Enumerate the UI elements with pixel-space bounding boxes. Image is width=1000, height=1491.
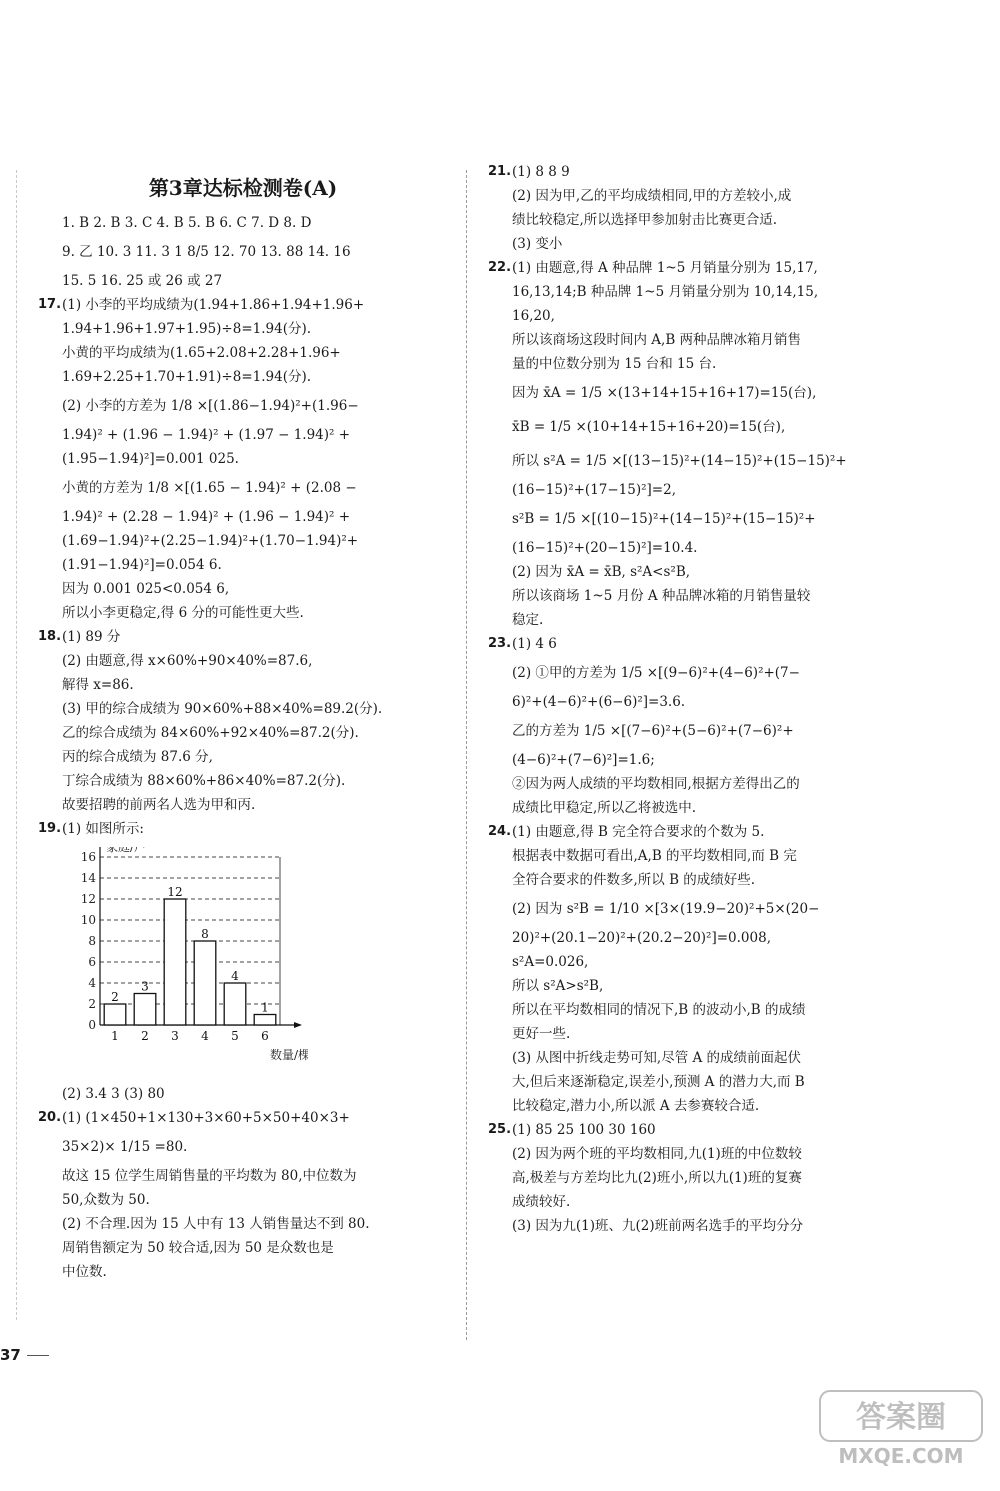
answer-text: 1.94)² + (1.96 − 1.94)² + (1.97 − 1.94)² + <box>62 427 351 443</box>
answer-text: 9. 乙 10. 3 11. 3 1 8/5 12. 70 13. 88 14. 16 <box>62 244 351 260</box>
answer-line <box>38 601 448 625</box>
answer-text: (2) 因为 s²B = 1/10 ×[3×(19.9−20)²+5×(20− <box>512 901 820 917</box>
answer-text: 20)²+(20.1−20)²+(20.2−20)²]=0.008, <box>512 930 771 946</box>
answer-text: (16−15)²+(17−15)²]=2, <box>512 482 676 498</box>
answer-text: (16−15)²+(20−15)²]=10.4. <box>512 540 698 556</box>
answer-line <box>488 690 898 714</box>
bar <box>254 1015 276 1026</box>
answer-line <box>488 536 898 560</box>
y-tick-label: 14 <box>80 871 96 885</box>
y-tick-label: 12 <box>80 892 96 906</box>
answer-text: (4−6)²+(7−6)²]=1.6; <box>512 752 655 768</box>
answer-line <box>488 892 898 926</box>
answer-text: (2) 由题意,得 x×60%+90×40%=87.6, <box>62 653 313 669</box>
answer-text: 所以该商场这段时间内 A,B 两种品牌冰箱月销售 <box>512 332 802 348</box>
watermark-text: 答案圈 <box>856 1400 946 1435</box>
answer-text: (2) 3.4 3 (3) 80 <box>62 1086 165 1102</box>
answer-text: s²B = 1/5 ×[(10−15)²+(14−15)²+(15−15)²+ <box>512 511 816 527</box>
answer-line <box>38 745 448 769</box>
answer-line <box>488 772 898 796</box>
answer-text: 丙的综合成绩为 87.6 分, <box>62 749 213 765</box>
answer-line <box>488 256 898 280</box>
answer-text: 周销售额定为 50 较合适,因为 50 是众数也是 <box>62 1240 334 1256</box>
answer-text: 比较稳定,潜力小,所以派 A 去参赛较合适. <box>512 1098 760 1114</box>
answer-line <box>488 974 898 998</box>
answer-text: 所以该商场 1~5 月份 A 种品牌冰箱的月销售量较 <box>512 588 811 604</box>
watermark-url: MXQE.COM <box>838 1444 964 1468</box>
answer-line <box>488 304 898 328</box>
answer-line <box>38 505 448 529</box>
answer-line <box>38 1236 448 1260</box>
answer-line <box>38 317 448 341</box>
bar-value-label: 4 <box>231 969 239 983</box>
answer-text: 1.94)² + (2.28 − 1.94)² + (1.96 − 1.94)² + <box>62 509 351 525</box>
answer-line <box>488 160 898 184</box>
answer-line <box>38 389 448 423</box>
answer-line <box>38 721 448 745</box>
answer-text: 成绩比甲稳定,所以乙将被选中. <box>512 800 697 816</box>
answer-line <box>38 471 448 505</box>
answer-text: 所以 s²A>s²B, <box>512 978 604 994</box>
y-tick-label: 4 <box>88 976 96 990</box>
answer-line <box>38 625 448 649</box>
bar <box>224 983 246 1025</box>
page-title: 第3章达标检测卷(A) <box>148 176 338 200</box>
answer-line <box>38 577 448 601</box>
bar-value-label: 8 <box>201 927 209 941</box>
answer-text: (3) 变小 <box>512 236 563 252</box>
answer-text: (1) 85 25 100 30 160 <box>512 1122 656 1138</box>
y-tick-label: 16 <box>80 850 96 864</box>
answer-text: 成绩较好. <box>512 1194 571 1210</box>
answer-line <box>488 796 898 820</box>
answer-text: (1) 小李的平均成绩为(1.94+1.86+1.94+1.96+ <box>62 297 365 313</box>
answer-line <box>38 1164 448 1188</box>
right-answer-lines <box>488 160 898 1238</box>
x-tick-label: 2 <box>141 1029 149 1043</box>
answer-line <box>488 184 898 208</box>
x-tick-label: 4 <box>201 1029 209 1043</box>
answer-line <box>488 478 898 502</box>
answer-text: 1. B 2. B 3. C 4. B 5. B 6. C 7. D 8. D <box>62 215 312 231</box>
answer-text: 稳定. <box>512 612 544 628</box>
answer-text: 50,众数为 50. <box>62 1192 150 1208</box>
y-tick-label: 2 <box>88 997 96 1011</box>
answer-text: 故这 15 位学生周销售量的平均数为 80,中位数为 <box>62 1168 357 1184</box>
answer-line <box>488 444 898 478</box>
answer-text: 故要招聘的前两名人选为甲和丙. <box>62 797 256 813</box>
answer-text: 所以 s²A = 1/5 ×[(13−15)²+(14−15)²+(15−15)²+ <box>512 453 847 469</box>
page-number <box>0 1346 49 1364</box>
page-edge-line <box>16 170 17 1320</box>
answer-line <box>38 793 448 817</box>
answer-line <box>488 502 898 536</box>
answer-text: 大,但后来逐渐稳定,误差小,预测 A 的潜力大,而 B <box>512 1074 805 1090</box>
answer-line <box>38 447 448 471</box>
page-number-text: 37 <box>0 1346 21 1364</box>
question-number: 18. <box>38 629 62 644</box>
column-divider <box>466 170 467 1340</box>
answer-line <box>488 656 898 690</box>
question-number: 20. <box>38 1110 62 1125</box>
x-axis-arrow <box>294 1022 302 1028</box>
bar-chart-svg <box>78 847 308 1072</box>
answer-text: (3) 因为九(1)班、九(2)班前两名选手的平均分分 <box>512 1218 804 1234</box>
answer-text: 因为 x̄A = 1/5 ×(13+14+15+16+17)=15(台), <box>512 385 817 401</box>
answer-text: 量的中位数分别为 15 台和 15 台. <box>512 356 717 372</box>
y-axis-label: 家庭/户 <box>106 847 147 854</box>
answer-text: 小黄的方差为 1/8 ×[(1.65 − 1.94)² + (2.08 − <box>62 480 357 496</box>
answer-text: (2) 小李的方差为 1/8 ×[(1.86−1.94)²+(1.96− <box>62 398 359 414</box>
answer-text: (2) 不合理.因为 15 人中有 13 人销售量达不到 80. <box>62 1216 370 1232</box>
answer-text: (1) 由题意,得 A 种品牌 1~5 月销量分别为 15,17, <box>512 260 818 276</box>
answer-text: (1) 89 分 <box>62 629 121 645</box>
answer-line <box>488 950 898 974</box>
bar <box>194 941 216 1025</box>
answer-line <box>38 365 448 389</box>
answer-line <box>488 820 898 844</box>
y-tick-label: 8 <box>88 934 96 948</box>
answer-line <box>38 553 448 577</box>
question-number: 22. <box>488 260 512 275</box>
answer-text: (1) 8 8 9 <box>512 164 570 180</box>
answer-line <box>488 1214 898 1238</box>
answer-text: 乙的方差为 1/5 ×[(7−6)²+(5−6)²+(7−6)²+ <box>512 723 794 739</box>
left-answer-lines <box>38 211 448 841</box>
bar-value-label: 12 <box>167 885 183 899</box>
answer-line <box>488 1118 898 1142</box>
answer-line <box>38 1082 448 1106</box>
answer-line <box>38 423 448 447</box>
answer-line <box>38 293 448 317</box>
answer-line <box>38 341 448 365</box>
answer-line <box>38 1260 448 1284</box>
x-tick-label: 5 <box>231 1029 239 1043</box>
answer-line <box>488 1046 898 1070</box>
answer-line <box>38 1212 448 1236</box>
answer-line <box>38 769 448 793</box>
answer-line <box>488 748 898 772</box>
bar <box>104 1004 126 1025</box>
x-tick-label: 3 <box>171 1029 179 1043</box>
answer-text: (3) 甲的综合成绩为 90×60%+88×40%=89.2(分). <box>62 701 383 717</box>
question-number: 17. <box>38 297 62 312</box>
answer-text: 因为 0.001 025<0.054 6, <box>62 581 230 597</box>
answer-line <box>488 280 898 304</box>
answer-text: ②因为两人成绩的平均数相同,根据方差得出乙的 <box>512 776 800 792</box>
answer-text: (1) (1×450+1×130+3×60+5×50+40×3+ <box>62 1110 350 1126</box>
question-number: 19. <box>38 821 62 836</box>
left-answer-lines-after-chart <box>38 1082 448 1284</box>
answer-line <box>38 1188 448 1212</box>
answer-text: 6)²+(4−6)²+(6−6)²]=3.6. <box>512 694 686 710</box>
answer-text: (2) 因为两个班的平均数相同,九(1)班的中位数较 <box>512 1146 802 1162</box>
answer-line <box>488 868 898 892</box>
answer-line <box>488 1166 898 1190</box>
answer-line <box>38 211 448 235</box>
answer-line <box>38 529 448 553</box>
answer-line <box>488 1142 898 1166</box>
answer-text: 乙的综合成绩为 84×60%+92×40%=87.2(分). <box>62 725 359 741</box>
answer-line <box>488 352 898 376</box>
watermark-svg <box>816 1385 986 1471</box>
y-tick-label: 0 <box>88 1018 96 1032</box>
left-column <box>38 160 448 1284</box>
answer-text: 16,20, <box>512 308 555 324</box>
question-number: 25. <box>488 1122 512 1137</box>
answer-text: 所以在平均数相同的情况下,B 的波动小,B 的成绩 <box>512 1002 806 1018</box>
answer-line <box>38 673 448 697</box>
bar-value-label: 3 <box>141 979 149 994</box>
bar <box>134 994 156 1026</box>
answer-line <box>488 410 898 444</box>
answer-line <box>38 817 448 841</box>
answer-text: 丁综合成绩为 88×60%+86×40%=87.2(分). <box>62 773 346 789</box>
x-tick-label: 6 <box>261 1029 269 1043</box>
answer-text: (2) 因为 x̄A = x̄B, s²A<s²B, <box>512 564 691 580</box>
answer-line <box>38 1130 448 1164</box>
answer-line <box>488 926 898 950</box>
answer-text: (1.95−1.94)²]=0.001 025. <box>62 451 239 467</box>
answer-line <box>488 328 898 352</box>
answer-text: 中位数. <box>62 1264 107 1280</box>
answer-line <box>488 632 898 656</box>
answer-line <box>488 608 898 632</box>
answer-text: 所以小李更稳定,得 6 分的可能性更大些. <box>62 605 304 621</box>
answer-text: x̄B = 1/5 ×(10+14+15+16+20)=15(台), <box>512 419 786 435</box>
answer-text: 根据表中数据可看出,A,B 的平均数相同,而 B 完 <box>512 848 797 864</box>
answer-line <box>488 208 898 232</box>
right-column <box>488 160 898 1238</box>
answer-line <box>488 1070 898 1094</box>
y-tick-label: 10 <box>80 913 96 927</box>
answer-text: (1) 如图所示: <box>62 821 144 837</box>
answer-line <box>488 232 898 256</box>
answer-text: 更好一些. <box>512 1026 571 1042</box>
answer-line <box>488 1022 898 1046</box>
answer-line <box>38 269 448 293</box>
answer-text: (1.69−1.94)²+(2.25−1.94)²+(1.70−1.94)²+ <box>62 533 359 549</box>
answer-text: (2) 因为甲,乙的平均成绩相同,甲的方差较小,成 <box>512 188 792 204</box>
answer-line <box>488 844 898 868</box>
answer-text: (1) 由题意,得 B 完全符合要求的个数为 5. <box>512 824 765 840</box>
answer-line <box>488 998 898 1022</box>
question-number: 24. <box>488 824 512 839</box>
answer-line <box>38 1106 448 1130</box>
answer-line <box>488 584 898 608</box>
answer-line <box>38 697 448 721</box>
bar <box>164 899 186 1025</box>
question-number: 21. <box>488 164 512 179</box>
answer-text: (2) ①甲的方差为 1/5 ×[(9−6)²+(4−6)²+(7− <box>512 665 800 681</box>
page-number-dash <box>27 1355 49 1356</box>
answer-text: 解得 x=86. <box>62 677 134 693</box>
x-axis-label: 数量/棵 <box>270 1048 308 1062</box>
x-tick-label: 1 <box>111 1029 119 1043</box>
answer-text: 高,极差与方差均比九(2)班小,所以九(1)班的复赛 <box>512 1170 802 1186</box>
answer-line <box>488 1190 898 1214</box>
answer-19-bar-chart <box>78 847 448 1076</box>
answer-line <box>38 235 448 269</box>
answer-line <box>488 560 898 584</box>
answer-line <box>488 714 898 748</box>
answer-text: 16,13,14;B 种品牌 1~5 月销量分别为 10,14,15, <box>512 284 819 300</box>
answer-text: 全符合要求的件数多,所以 B 的成绩好些. <box>512 872 756 888</box>
answer-text: 35×2)× 1/15 =80. <box>62 1139 188 1155</box>
y-tick-label: 6 <box>88 955 96 969</box>
answer-text: s²A=0.026, <box>512 954 589 970</box>
bar-value-label: 2 <box>111 990 119 1004</box>
answer-line <box>38 649 448 673</box>
answer-text: (1.91−1.94)²]=0.054 6. <box>62 557 222 573</box>
answer-text: (1) 4 6 <box>512 636 557 652</box>
answer-text: 小黄的平均成绩为(1.65+2.08+2.28+1.96+ <box>62 345 341 361</box>
answer-text: 15. 5 16. 25 或 26 或 27 <box>62 273 223 289</box>
answer-line <box>488 376 898 410</box>
question-number: 23. <box>488 636 512 651</box>
bar-value-label: 1 <box>261 1000 269 1015</box>
answer-text: 1.94+1.96+1.97+1.95)÷8=1.94(分). <box>62 321 312 337</box>
watermark-logo <box>816 1385 986 1471</box>
answer-text: 绩比较稳定,所以选择甲参加射击比赛更合适. <box>512 212 778 228</box>
answer-text: (3) 从图中折线走势可知,尽管 A 的成绩前面起伏 <box>512 1050 802 1066</box>
answer-line <box>488 1094 898 1118</box>
answer-text: 1.69+2.25+1.70+1.91)÷8=1.94(分). <box>62 369 312 385</box>
